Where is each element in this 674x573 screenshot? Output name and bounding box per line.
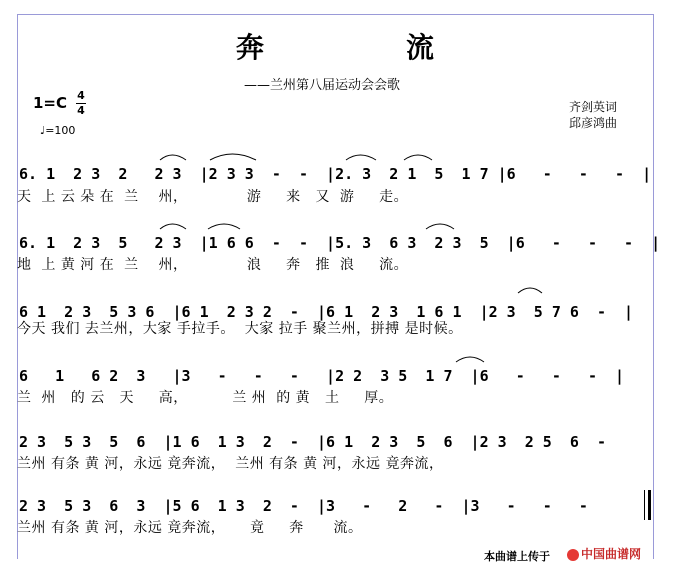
lyricist-credit: 齐剑英词 — [569, 100, 618, 114]
lyrics-system-1: 天 上 云 朵 在 兰 州， 游 来 又 游 走。 — [17, 189, 409, 205]
composer-credit: 邱彦鸿曲 — [569, 116, 618, 130]
lyrics-system-4: 兰 州 的 云 天 高， 兰 州 的 黄 土 厚。 — [17, 390, 394, 406]
notes-system-5: 2 3 5 3 5 6 |1 6 1 3 2 - |6 1 2 3 5 6 |2 3 2 5 6 - — [19, 433, 625, 451]
notes-system-3: 6 1 2 3 5 3 6 |6 1 2 3 2 - |6 1 2 3 1 6 1 |2 3 5 7 6 - | — [19, 303, 634, 321]
lyrics-system-5: 兰州 有条 黄 河，永远 竟奔流， 兰州 有条 黄 河，永远 竟奔流， — [17, 456, 444, 472]
notes-system-4: 6 1 6 2 3 |3 - - - |2 2 3 5 1 7 |6 - - - | — [19, 367, 625, 385]
notes-system-2: 6. 1 2 3 5 2 3 |1 6 6 - - |5. 3 6 3 2 3 5 |6 - - - | — [19, 234, 661, 252]
upload-note: 本曲谱上传于 — [484, 550, 550, 563]
logo-mark-icon — [567, 549, 579, 561]
title-right-char: 流 — [406, 31, 437, 64]
lyrics-system-2: 地 上 黄 河 在 兰 州， 浪 奔 推 浪 流。 — [17, 257, 409, 273]
tempo-marking: ♩=100 — [40, 124, 76, 137]
subtitle: ——兰州第八届运动会会歌 — [244, 78, 401, 93]
key-signature: 1=C — [33, 94, 68, 112]
site-logo[interactable] — [567, 545, 641, 562]
lyrics-system-3: 今天 我们 去兰州，大家 手拉手。 大家 拉手 聚兰州，拼搏 是时候。 — [17, 321, 463, 337]
site-name: 中国曲谱网 — [581, 547, 642, 561]
meter-bottom: 4 — [77, 104, 85, 117]
title-left-char: 奔 — [236, 31, 267, 64]
meter-top: 4 — [77, 89, 85, 102]
notes-system-1: 6. 1 2 3 2 2 3 |2 3 3 - - |2. 3 2 1 5 1 7 |6 - - - | — [19, 165, 652, 183]
notes-system-6: 2 3 5 3 6 3 |5 6 1 3 2 - |3 - 2 - |3 - - - — [19, 497, 616, 515]
lyrics-system-6: 兰州 有条 黄 河，永远 竟奔流， 竟 奔 流。 — [17, 520, 363, 536]
